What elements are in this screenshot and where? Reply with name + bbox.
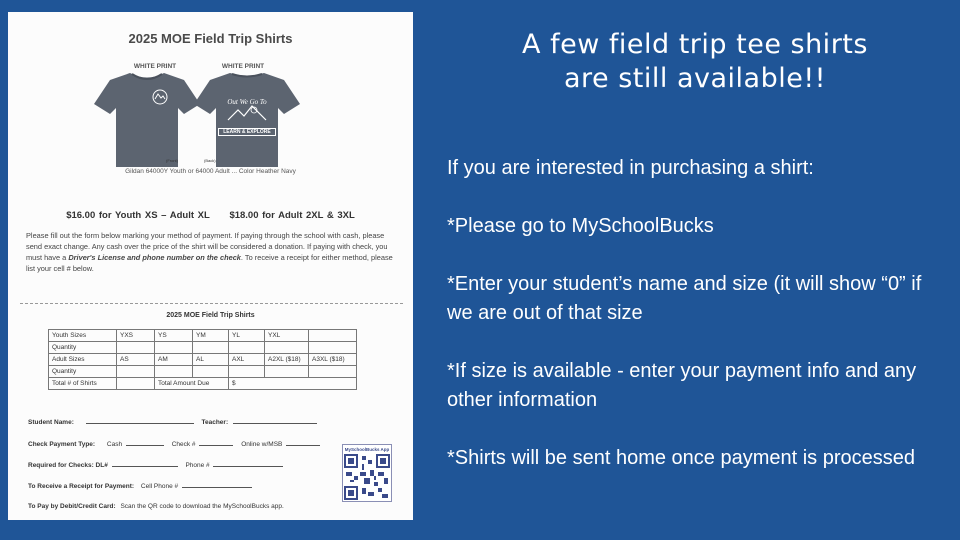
size-cell: AM <box>155 354 193 366</box>
student-name-row <box>28 418 317 426</box>
size-cell: YM <box>193 330 229 342</box>
size-cell: YS <box>155 330 193 342</box>
quantity-cell[interactable] <box>229 366 265 378</box>
debit-label: To Pay by Debit/Credit Card: <box>28 503 116 510</box>
quantity-cell[interactable] <box>229 342 265 354</box>
instructions-part-2: . To receive a receipt for either method, please list your cell # below. <box>26 253 393 273</box>
online-label: Online w/MSB <box>241 441 283 448</box>
size-cell: A3XL ($18) <box>309 354 357 366</box>
headline-line-1: A few field trip tee shirts <box>522 29 868 60</box>
student-name-label: Student Name: <box>28 419 74 426</box>
debit-text: Scan the QR code to download the MySchoolBucks app. <box>120 503 284 510</box>
size-cell: AS <box>117 354 155 366</box>
quantity-cell[interactable] <box>309 366 357 378</box>
table-row <box>49 354 357 366</box>
instructions-emphasis: Driver's License and phone number on the check <box>68 253 241 262</box>
price-adult: $18.00 for Adult 2XL & 3XL <box>229 210 355 221</box>
table-row <box>49 342 357 354</box>
teacher-field[interactable] <box>233 418 317 424</box>
total-due-cell[interactable]: $ <box>229 378 357 390</box>
size-cell: A2XL ($18) <box>265 354 309 366</box>
quantity-cell[interactable] <box>117 342 155 354</box>
quantity-cell[interactable] <box>155 342 193 354</box>
quantity-cell[interactable] <box>117 366 155 378</box>
teacher-label: Teacher: <box>201 419 229 426</box>
quantity-label: Quantity <box>49 366 117 378</box>
cell-phone-label: Cell Phone # <box>140 483 179 490</box>
front-tag: (Front) <box>166 158 178 163</box>
size-cell <box>309 330 357 342</box>
back-tag: (Back) <box>204 158 216 163</box>
size-cell: YXS <box>117 330 155 342</box>
cut-line-divider <box>20 303 403 304</box>
price-youth: $16.00 for Youth XS – Adult XL <box>66 210 210 221</box>
order-table <box>48 329 357 390</box>
student-name-field[interactable] <box>86 418 194 424</box>
phone-field[interactable] <box>213 461 283 467</box>
payment-instructions <box>26 230 401 274</box>
online-field[interactable] <box>286 440 320 446</box>
headline-line-2: are still available!! <box>563 63 826 94</box>
quantity-cell[interactable] <box>265 366 309 378</box>
order-table-title: 2025 MOE Field Trip Shirts <box>166 312 255 319</box>
check-number-label: Check # <box>171 441 196 448</box>
cash-label: Cash <box>106 441 123 448</box>
check-number-field[interactable] <box>199 440 233 446</box>
adult-sizes-label: Adult Sizes <box>49 354 117 366</box>
receipt-label: To Receive a Receipt for Payment: <box>28 483 135 490</box>
info-intro: If you are interested in purchasing a shirt: <box>447 157 814 179</box>
qr-title: MySchoolBucks App <box>344 447 390 452</box>
price-line <box>8 210 413 221</box>
instructions-part-1: Please fill out the form below marking your method of payment. If paying through the school with cash, please send exact change. Any cash over the price of the shirt will be considered a donation. If paying with check, you must have a <box>26 231 388 262</box>
dl-field[interactable] <box>112 461 178 467</box>
quantity-cell[interactable] <box>155 366 193 378</box>
receipt-row <box>28 482 252 490</box>
check-type-row <box>28 440 320 448</box>
info-step-3: *If size is available - enter your payment info and any other information <box>447 360 917 411</box>
quantity-cell[interactable] <box>309 342 357 354</box>
shirt-back-text-bottom: LEARN & EXPLORE <box>218 128 276 136</box>
checks-required-label: Required for Checks: DL# <box>28 462 108 469</box>
total-shirts-cell[interactable] <box>117 378 155 390</box>
quantity-cell[interactable] <box>193 342 229 354</box>
size-cell: YL <box>229 330 265 342</box>
shirt-front-image <box>92 70 202 175</box>
shirt-back-image <box>192 70 302 175</box>
table-row <box>49 378 357 390</box>
cash-field[interactable] <box>126 440 164 446</box>
checks-required-row <box>28 461 283 469</box>
size-cell: YXL <box>265 330 309 342</box>
back-print-label: WHITE PRINT <box>221 63 265 70</box>
debit-row <box>28 503 284 510</box>
qr-code[interactable] <box>342 444 392 502</box>
shirt-back-text-top: Out We Go To <box>227 98 267 106</box>
info-step-2: *Enter your student’s name and size (it will show “0” if we are out of that size <box>447 273 922 324</box>
size-cell: AXL <box>229 354 265 366</box>
flyer-title: 2025 MOE Field Trip Shirts <box>128 31 293 46</box>
qr-code-icon <box>344 454 390 500</box>
info-step-4: *Shirts will be sent home once payment is processed <box>447 447 916 469</box>
cell-phone-field[interactable] <box>182 482 252 488</box>
check-type-label: Check Payment Type: <box>28 441 96 448</box>
table-row <box>49 366 357 378</box>
total-shirts-label: Total # of Shirts <box>49 378 117 390</box>
shirt-caption: Gildan 64000Y Youth or 64000 Adult ... Color Heather Navy <box>125 168 296 175</box>
headline <box>430 28 960 96</box>
order-form-flyer <box>8 12 413 520</box>
size-cell: AL <box>193 354 229 366</box>
info-step-1: *Please go to MySchoolBucks <box>447 215 714 237</box>
quantity-label: Quantity <box>49 342 117 354</box>
phone-label: Phone # <box>185 462 210 469</box>
table-row <box>49 330 357 342</box>
youth-sizes-label: Youth Sizes <box>49 330 117 342</box>
front-print-label: WHITE PRINT <box>133 63 177 70</box>
quantity-cell[interactable] <box>193 366 229 378</box>
quantity-cell[interactable] <box>265 342 309 354</box>
total-due-label: Total Amount Due <box>155 378 229 390</box>
